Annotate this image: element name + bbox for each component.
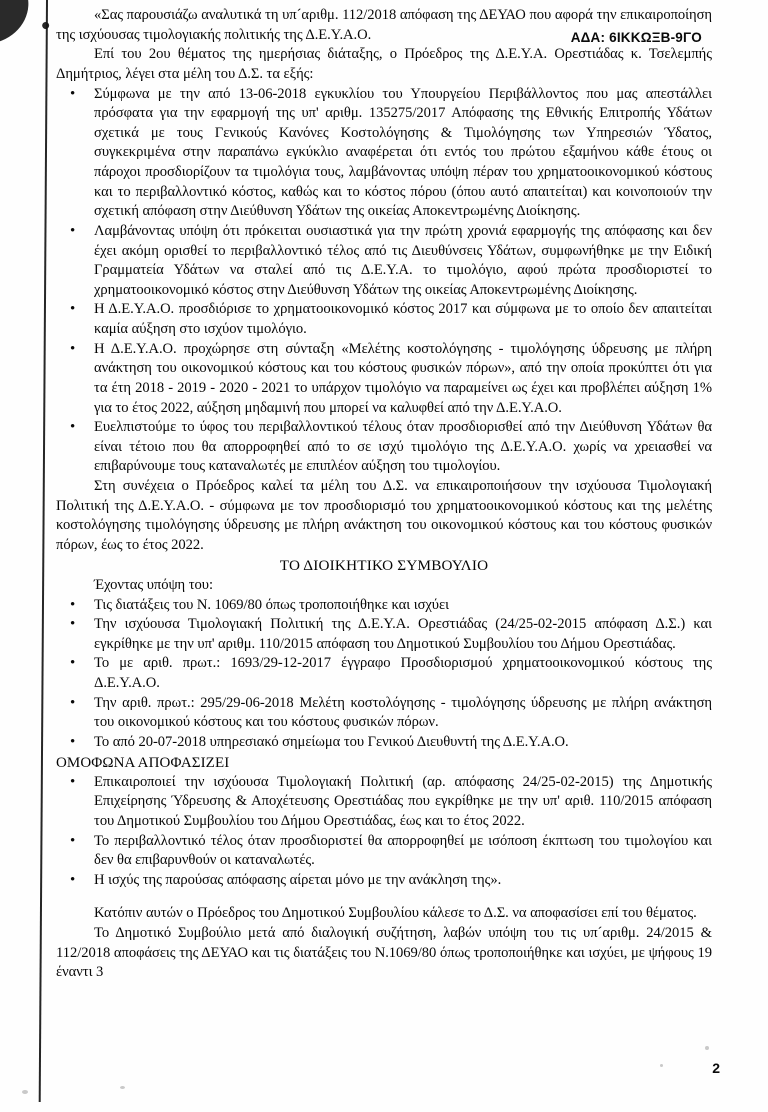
scan-speck bbox=[22, 1090, 28, 1094]
scan-speck bbox=[705, 1046, 709, 1050]
list-item: • Σύμφωνα με την από 13-06-2018 εγκυκλίου του Υπουργείου Περιβάλλοντος που μας απεστάλλει πρόσφατα για την εφαρμογή της υπ' αριθμ. 135275/2017 Απόφασης της Εθνικής Επιτροπής Υδάτων σχετικά με τους Γενικούς Κανόνες Κοστολόγησης & Τιμολόγησης των Υπηρεσιών Ύδατος, συγκεκριμένα στην παραπάνω εγκύκλιο αναφέρεται ότι εντός του πρώτου εξαμήνου κάθε έτους οι πάροχοι προσδιορίζουν τα τιμολόγια τους, λαμβάνοντας υπόψη πέραν του χρηματοοικονομικού κόστους και το περιβαλλοντικό κόστος, καθώς και το κόστος πόρου (όπου αυτό απαιτείται) και κοινοποιούν την σχετική απόφαση στην Διεύθυνση Υδάτων της οικείας Αποκεντρωμένης Διοίκησης. bbox=[56, 85, 712, 222]
list-item: • Λαμβάνοντας υπόψη ότι πρόκειται ουσιαστικά για την πρώτη χρονιά εφαρμογής της απόφασης και δεν έχει ακόμη ορισθεί το περιβαλλοντικό τέλος από τις Διευθύνσεις Υδάτων, συμφωνήθηκε με την Ειδική Γραμματεία Υδάτων να σταλεί από τις Δ.Ε.Υ.Α. το τιμολόγιο, αφού πρώτα προσδιοριστεί το χρηματοοικονομικό κόστος στην Διεύθυνση Υδάτων της οικείας Αποκεντρωμένης Διοίκησης. bbox=[56, 222, 712, 301]
list-item: • Η Δ.Ε.Υ.Α.Ο. προσδιόρισε το χρηματοοικονομικό κόστος 2017 και σύμφωνα με το οποίο δεν απαιτείται καμία αύξηση στο ισχύον τιμολόγιο. bbox=[56, 300, 712, 339]
paragraph-vote-result: Το Δημοτικό Συμβούλιο μετά από διαλογική συζήτηση, λαβών υπόψη του τις υπ´αριθμ. 24/2015 & 112/2018 αποφάσεις της ΔΕΥΑΟ και τις διατάξεις του Ν.1069/80 όπως τροποποιήθηκε και ισχύει, με ψήφους 19 έναντι 3 bbox=[56, 925, 712, 981]
list-item: • Επικαιροποιεί την ισχύουσα Τιμολογιακή Πολιτική (αρ. απόφασης 24/25-02-2015) της Δημοτικής Επιχείρησης Ύδρευσης & Αποχέτευσης Ορεστιάδας που εγκρίθηκε με την υπ' αριθ. 110/2015 απόφαση του Δημοτικού Συμβουλίου του Δήμου Ορεστιάδας, έως και το έτος 2022. bbox=[56, 773, 712, 832]
paragraph-agenda-item: Επί του 2ου θέματος της ημερήσιας διάταξης, ο Πρόεδρος της Δ.Ε.Υ.Α. Ορεστιάδας κ. Τσελεμπής Δημήτριος, λέγει στα μέλη του Δ.Σ. τα εξής: bbox=[56, 46, 712, 82]
list-item: • Η ισχύς της παρούσας απόφασης αίρεται μόνο με την ανάκληση της». bbox=[56, 871, 712, 891]
paragraph-quote-intro: «Σας παρουσιάζω αναλυτικά τη υπ´αριθμ. 112/2018 απόφαση της ΔΕΥΑΟ που αφορά την επικαιροποίηση της ισχύουσας τιμολογιακής πολιτικής της Δ.Ε.Υ.Α.Ο. bbox=[56, 7, 712, 43]
list-item: • Ευελπιστούμε το ύφος του περιβαλλοντικού τέλους όταν προσδιορισθεί από την Διεύθυνση Υδάτων θα είναι τέτοιο που θα απορροφηθεί από το σε ισχύ τιμολόγιο της Δ.Ε.Υ.Α.Ο. χωρίς να χρειασθεί να επιβαρύνουμε τους καταναλωτές με επιπλέον αύξηση του τιμολογίου. bbox=[56, 418, 712, 477]
list-item: • Το από 20-07-2018 υπηρεσιακό σημείωμα του Γενικού Διευθυντή της Δ.Ε.Υ.Α.Ο. bbox=[56, 733, 712, 753]
list-item: • Την αριθ. πρωτ.: 295/29-06-2018 Μελέτη κοστολόγησης - τιμολόγησης ύδρευσης με πλήρη ανάκτηση του οικονομικού κόστους και του κόστους φυσικών πόρων. bbox=[56, 694, 712, 733]
ada-reference-header: ΑΔΑ: 6ΙΚΚΩΞΒ-9ΓΟ bbox=[570, 30, 702, 45]
document-body bbox=[56, 0, 712, 983]
paragraph-president-calls: Στη συνέχεια ο Πρόεδρος καλεί τα μέλη του Δ.Σ. να επικαιροποιήσουν την ισχύουσα Τιμολογιακή Πολιτική της Δ.Ε.Υ.Α.Ο. - σύμφωνα με τον προσδιορισμό του χρηματοοικονομικού κόστους και της μελέτης κοστολόγησης τιμολόγησης ύδρευσης με πλήρη ανάκτηση του οικονομικού κόστους και του κόστους φυσικών πόρων, έως το έτος 2022. bbox=[56, 478, 712, 553]
list-item: • Την ισχύουσα Τιμολογιακή Πολιτική της Δ.Ε.Υ.Α. Ορεστιάδας (24/25-02-2015 απόφαση Δ.Σ.) και εγκρίθηκε με την υπ' αριθμ. 110/2015 απόφαση του Δημοτικού Συμβουλίου του Δήμου Ορεστιάδας. bbox=[56, 615, 712, 654]
scan-speck bbox=[660, 1064, 663, 1067]
list-item: • Το με αριθ. πρωτ.: 1693/29-12-2017 έγγραφο Προσδιορισμού χρηματοοικονομικού κόστους της Δ.Ε.Υ.Α.Ο. bbox=[56, 654, 712, 693]
bullet-list-president-statement bbox=[56, 85, 712, 478]
bullet-list-decisions bbox=[56, 773, 712, 891]
heading-unanimously-decides: ΟΜΟΦΩΝΑ ΑΠΟΦΑΣΙΖΕΙ bbox=[56, 754, 230, 771]
list-item: • Τις διατάξεις του Ν. 1069/80 όπως τροποποιήθηκε και ισχύει bbox=[56, 596, 712, 616]
list-item: • Η Δ.Ε.Υ.Α.Ο. προχώρησε στη σύνταξη «Μελέτης κοστολόγησης - τιμολόγησης ύδρευσης με πλήρη ανάκτηση του οικονομικού κόστους και του κόστους φυσικών πόρων», από την οποία προκύπτει ότι για τα έτη 2018 - 2019 - 2020 - 2021 το υπάρχον τιμολόγιο να παραμείνει ως έχει και προβλέπει αύξηση 1% για το έτος 2022, αύξηση μηδαμινή που μπορεί να καλυφθεί από την Δ.Ε.Υ.Α.Ο. bbox=[56, 340, 712, 419]
scan-speck bbox=[120, 1086, 125, 1089]
paragraph-having-regard: Έχοντας υπόψη του: bbox=[94, 576, 213, 593]
list-item: • Το περιβαλλοντικό τέλος όταν προσδιοριστεί θα απορροφηθεί με ισόποση έκπτωση του τιμολογίου και δεν θα επιβαρυνθούν οι καταναλωτές. bbox=[56, 832, 712, 871]
paragraph-closing-call: Κατόπιν αυτών ο Πρόεδρος του Δημοτικού Συμβουλίου κάλεσε το Δ.Σ. να αποφασίσει επί του θέματος. bbox=[94, 905, 697, 922]
heading-board-of-directors: ΤΟ ΔΙΟΙΚΗΤΙΚΟ ΣΥΜΒΟΥΛΙΟ bbox=[279, 556, 489, 574]
page-number: 2 bbox=[712, 1060, 720, 1076]
bullet-list-considerations bbox=[56, 596, 712, 753]
scan-binding-line-artifact bbox=[39, 0, 49, 1102]
